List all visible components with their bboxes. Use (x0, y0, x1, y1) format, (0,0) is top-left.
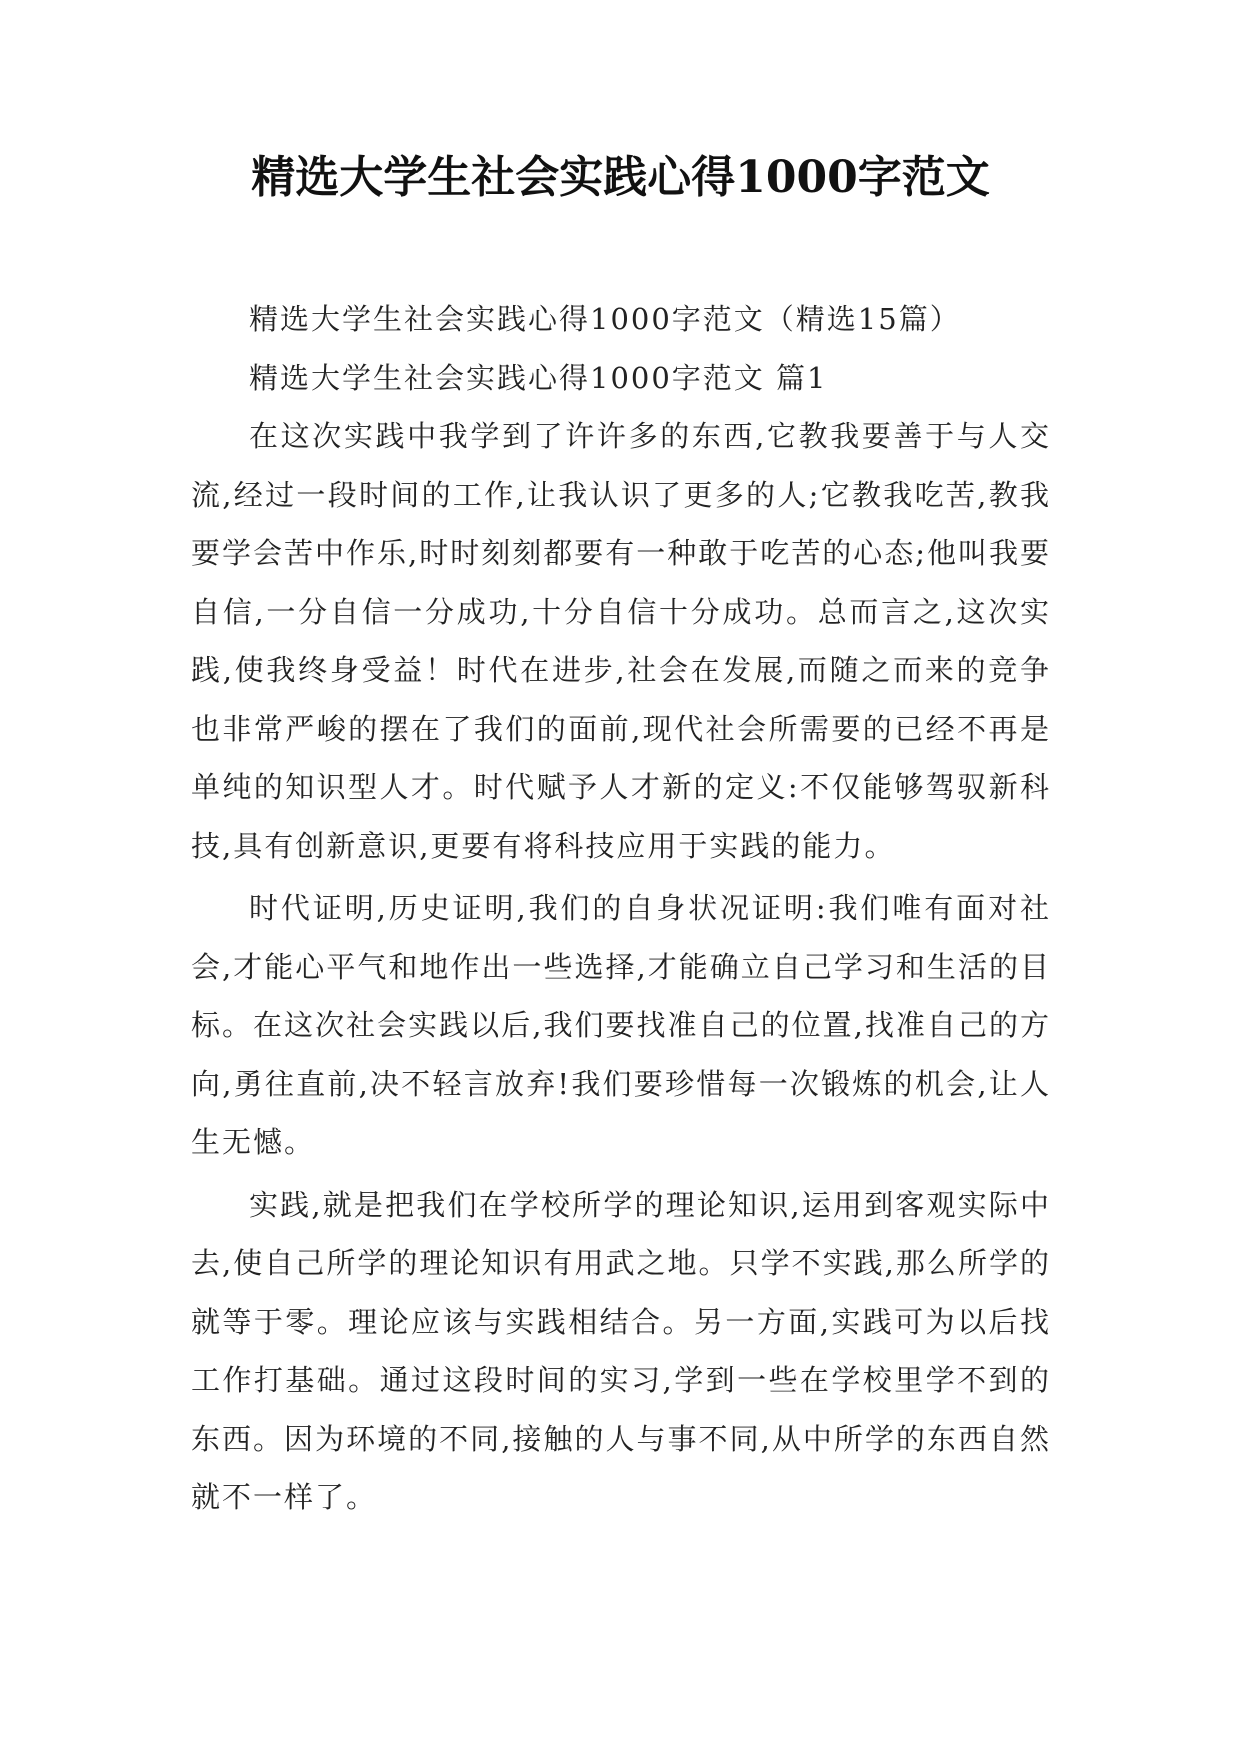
paragraph-1: 在这次实践中我学到了许许多的东西,它教我要善于与人交流,经过一段时间的工作,让我认识了更多的人;它教我吃苦,教我要学会苦中作乐,时时刻刻都要有一种敢于吃苦的心态;他叫我要自信,一分自信一分成功,十分自信十分成功。总而言之,这次实践,使我终身受益！时代在进步,社会在发展,而随之而来的竞争也非常严峻的摆在了我们的面前,现代社会所需要的已经不再是单纯的知识型人才。时代赋予人才新的定义:不仅能够驾驭新科技,具有创新意识,更要有将科技应用于实践的能力。 (191, 419, 1051, 863)
paragraph-2: 时代证明,历史证明,我们的自身状况证明:我们唯有面对社会,才能心平气和地作出一些选择,才能确立自己学习和生活的目标。在这次社会实践以后,我们要找准自己的位置,找准自己的方向,勇往直前,决不轻言放弃!我们要珍惜每一次锻炼的机会,让人生无憾。 (191, 891, 1051, 1159)
section-heading: 精选大学生社会实践心得1000字范文 篇1 (249, 360, 828, 395)
document-subtitle: 精选大学生社会实践心得1000字范文（精选15篇） (249, 302, 961, 336)
document-title: 精选大学生社会实践心得1000字范文 (251, 152, 990, 203)
paragraph-3: 实践,就是把我们在学校所学的理论知识,运用到客观实际中去,使自己所学的理论知识有用武之地。只学不实践,那么所学的就等于零。理论应该与实践相结合。另一方面,实践可为以后找工作打基础。通过这段时间的实习,学到一些在学校里学不到的东西。因为环境的不同,接触的人与事不同,从中所学的东西自然就不一样了。 (191, 1187, 1051, 1514)
document-body (191, 290, 1051, 1527)
